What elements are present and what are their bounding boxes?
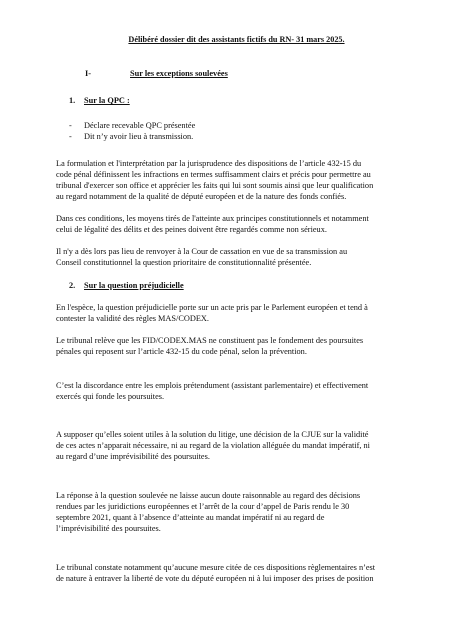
text-line: rendues par les juridictions européennes et l’arrêt de la cour d’appel de Paris rendu le 30: [56, 502, 350, 511]
text-line: celui de légalité des délits et des peines doivent être regardés comme non sérieux.: [56, 225, 327, 234]
text-line: Le tribunal constate notamment qu’aucune mesure citée de ces dispositions règlementaires n’est: [56, 563, 376, 572]
text-line: Conseil constitutionnel la question prioritaire de constitutionnalité présentée.: [56, 258, 312, 267]
text-line: tribunal d'exercer son office et apprécier les faits qui lui sont soumis ainsi que leur qualification: [56, 181, 374, 190]
text-line: pénales qui reposent sur l’article 432-15 du code pénal, selon la prévention.: [56, 347, 307, 356]
text-line: de ces actes n’apparait nécessaire, ni au regard de la violation alléguée du mandat impératif, ni: [56, 441, 370, 450]
subsection-2-number: 2.: [69, 281, 76, 290]
text-line: l’imprévisibilité des poursuites.: [56, 524, 161, 533]
bullet-text: Déclare recevable QPC présentée: [84, 121, 196, 130]
text-line: En l'espèce, la question préjudicielle porte sur un acte pris par le Parlement européen et tend à: [56, 303, 368, 312]
text-line: septembre 2021, quant à l’absence d’atteinte au mandat impératif ni au regard de: [56, 513, 325, 522]
paragraph-response: [56, 490, 418, 534]
paragraph-discordance: [56, 380, 418, 402]
subsection-1-number: 1.: [69, 96, 76, 105]
paragraph-tribunal-notes: [56, 335, 418, 357]
paragraph-no-referral: [56, 246, 418, 268]
section-numeral: I-: [85, 69, 91, 78]
text-line: code pénal définissent les infractions en termes suffisamment clairs et précis pour permettre au: [56, 170, 371, 179]
text-line: Dans ces conditions, les moyens tirés de l'atteinte aux principes constitutionnels et notamment: [56, 214, 369, 223]
text-line: exercés qui fonde les poursuites.: [56, 392, 165, 401]
bullet-dash: -: [69, 121, 72, 130]
text-line: Il n'y a dès lors pas lieu de renvoyer à la Cour de cassation en vue de sa transmission au: [56, 247, 348, 256]
paragraph-cjue: [56, 429, 418, 462]
section-heading: Sur les exceptions soulevées: [130, 69, 228, 78]
text-line: A supposer qu’elles soient utiles à la solution du litige, une décision de la CJUE sur la validité: [56, 430, 369, 439]
bullet-dash: -: [69, 132, 72, 141]
subsection-2-heading: Sur la question préjudicielle: [84, 281, 184, 290]
text-line: au regard notamment de la qualité de député européen et de la nature des fonds confiés.: [56, 192, 347, 201]
text-line: C’est la discordance entre les emplois prétendument (assistant parlementaire) et effectivement: [56, 381, 369, 390]
paragraph-liberty-of-vote: [56, 562, 418, 584]
text-line: La réponse à la question soulevée ne laisse aucun doute raisonnable au regard des décisions: [56, 491, 361, 500]
text-line: de nature à entraver la liberté de vote du député européen ni à lui imposer des prises de position: [56, 574, 374, 583]
paragraph-qpc-reasoning: [56, 158, 418, 202]
text-line: au regard d’une imprévisibilité des poursuites.: [56, 452, 210, 461]
subsection-1-heading: Sur la QPC :: [84, 96, 130, 105]
paragraph-preliminary-question: [56, 302, 418, 324]
bullet-text: Dit n’y avoir lieu à transmission.: [84, 132, 194, 141]
paragraph-non-serious: [56, 213, 418, 235]
text-line: Le tribunal relève que les FID/CODEX.MAS ne constituent pas le fondement des poursuites: [56, 336, 364, 345]
text-line: contester la validité des règles MAS/CODEX.: [56, 314, 209, 323]
text-line: La formulation et l'interprétation par la jurisprudence des dispositions de l’article 432-15 du: [56, 159, 362, 168]
document-title: Délibéré dossier dit des assistants fictifs du RN- 31 mars 2025.: [128, 35, 345, 44]
